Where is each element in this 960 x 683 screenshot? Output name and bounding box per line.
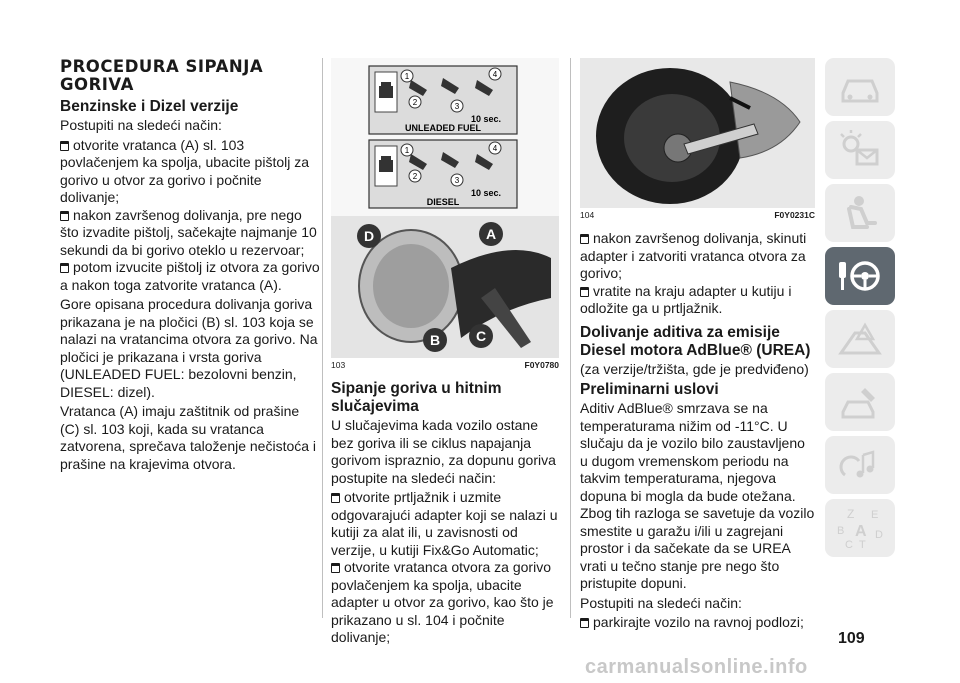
- bullet-icon: [331, 493, 340, 503]
- key-steering-wheel-icon: [835, 256, 885, 296]
- chapter-tab-multimedia[interactable]: [825, 436, 895, 494]
- svg-text:1: 1: [404, 146, 410, 155]
- column-2: [331, 58, 559, 647]
- svg-text:1: 1: [404, 72, 410, 81]
- airbag-seat-icon: [835, 193, 885, 233]
- marker-b: B: [429, 332, 441, 348]
- figure-caption: [580, 210, 815, 220]
- note-text: (za verzije/tržišta, gde je predviđeno): [580, 360, 809, 377]
- paragraph: Aditiv AdBlue® smrzava se na temperaturama nižim od -11°C. U slučaju da je vozilo bilo zaustavljeno u dugom vremenskom periodu na takvim temperaturama, njegova dopuna bi mogla da bude otežana. Zbog tih razloga se savetuje da vozilo smestite u garažu i/ili u zagrejani prostor i da sačekate da se UREA vrati u tečno stanje pre nego što pristupite dopuni.: [580, 400, 815, 591]
- bullet-icon: [60, 263, 69, 273]
- svg-text:3: 3: [454, 176, 460, 185]
- bullet-item: nakon završenog dolivanja, skinuti adapter i zatvoriti vratanca otvora za gorivo;: [580, 230, 807, 281]
- chapter-sidebar: [825, 58, 895, 562]
- music-navigation-icon: [835, 445, 885, 485]
- alphabet-index-icon: [833, 506, 887, 550]
- chapter-tab-index[interactable]: [825, 499, 895, 557]
- figure-104: [580, 58, 815, 208]
- paragraph: Gore opisana procedura dolivanja goriva prikazana je na pločici (B) sl. 103 koja se nalazi na vratancima otvora za gorivo. Na pločici je prikazana i vrsta goriva (UNLEADED FUEL: bezolovni benzin, DIESEL: dizel).: [60, 296, 318, 400]
- car-dashboard-icon: [835, 67, 885, 107]
- marker-d: D: [363, 228, 375, 244]
- svg-text:A: A: [855, 523, 867, 540]
- bullet-item: otvorite vratanca otvora za gorivo povlačenjem ka spolja, ubacite adapter u otvor za gorivo, kao što je prikazano u sl. 104 i počnite dolivanje;: [331, 559, 554, 645]
- fuel-pump-icon: [379, 156, 393, 172]
- column-1: [60, 58, 322, 475]
- bullet-item: parkirajte vozilo na ravnoj podlozi;: [580, 614, 815, 632]
- svg-text:2: 2: [412, 172, 418, 181]
- column-3: [580, 58, 815, 632]
- bullet-icon: [580, 287, 589, 297]
- bullet-icon: [60, 141, 69, 151]
- chapter-tab-maintenance[interactable]: [825, 373, 895, 431]
- chapter-tab-safety[interactable]: [825, 184, 895, 242]
- svg-text:Z: Z: [847, 507, 855, 521]
- svg-text:4: 4: [492, 70, 498, 79]
- fuel-door-illustration: [331, 58, 559, 358]
- fuel-pump-icon: [379, 82, 393, 98]
- page-number: 109: [838, 630, 865, 647]
- intro-text: U slučajevima kada vozilo ostane bez goriva ili se ciklus napajanja gorivom ispraznio, za dopunu goriva postupite na sledeći način:: [331, 417, 556, 486]
- chapter-tab-emergency[interactable]: [825, 310, 895, 368]
- watermark: carmanualsonline.info: [585, 656, 808, 678]
- section-subtitle: Benzinske i Dizel verzije: [60, 98, 239, 115]
- bullet-item: otvorite vratanca (A) sl. 103 povlačenjem ka spolja, ubacite pištolj za gorivo u otvor za gorivo i počnite dolivanje;: [60, 136, 310, 205]
- bullet-icon: [580, 234, 589, 244]
- chapter-tab-starting-driving[interactable]: [825, 247, 895, 305]
- wrench-car-icon: [835, 382, 885, 422]
- intro-text: Postupiti na sledeći način:: [580, 594, 742, 611]
- figure-number: 103: [331, 360, 346, 370]
- paragraph: Vratanca (A) imaju zaštitnik od prašine (C) sl. 103 koji, kada su vratanca zatvorena, sprečava taloženje nečistoća i prašine na krajevima otvora.: [60, 403, 317, 472]
- bullet-item: nakon završenog dolivanja, pre nego što izvadite pištolj, sačekajte najmanje 10 sekundi da bi gorivo oteklo u rezervoar;: [60, 206, 317, 258]
- svg-text:T: T: [859, 539, 866, 550]
- figure-caption: [331, 360, 559, 370]
- bullet-item: potom izvucite pištolj iz otvora za gorivo a nakon toga zatvorite vratanca (A).: [60, 259, 320, 293]
- svg-text:3: 3: [454, 102, 460, 111]
- section-title: PROCEDURA SIPANJA GORIVA: [60, 57, 264, 94]
- bullet-icon: [580, 618, 589, 628]
- figure-code: F0Y0780: [524, 360, 559, 370]
- diesel-label: DIESEL: [426, 197, 460, 207]
- subsection-heading: Preliminarni uslovi: [580, 381, 719, 398]
- column-divider-2: [570, 58, 571, 618]
- svg-text:2: 2: [412, 98, 418, 107]
- chapter-tab-warnings[interactable]: [825, 121, 895, 179]
- svg-text:10 sec.: 10 sec.: [471, 114, 502, 124]
- adapter-illustration: [580, 58, 815, 208]
- figure-code: F0Y0231C: [774, 210, 815, 220]
- bullet-icon: [60, 211, 69, 221]
- figure-103: [331, 58, 559, 358]
- bullet-icon: [331, 563, 340, 573]
- svg-text:D: D: [875, 529, 883, 541]
- svg-text:B: B: [837, 525, 845, 537]
- bullet-item: vratite na kraju adapter u kutiju i odložite ga u prtljažnik.: [580, 282, 792, 316]
- warning-light-mail-icon: [835, 130, 885, 170]
- intro-text: Postupiti na sledeći način:: [60, 117, 222, 133]
- figure-number: 104: [580, 210, 595, 220]
- marker-a: A: [485, 226, 497, 242]
- section-heading: Sipanje goriva u hitnim slučajevima: [331, 380, 502, 415]
- svg-text:10 sec.: 10 sec.: [471, 188, 502, 198]
- section-heading: Dolivanje aditiva za emisije Diesel motora AdBlue® (UREA): [580, 323, 811, 359]
- svg-text:4: 4: [492, 144, 498, 153]
- svg-text:C: C: [845, 539, 853, 550]
- marker-c: C: [475, 328, 487, 344]
- warning-road-icon: [835, 319, 885, 359]
- bullet-item: otvorite prtljažnik i uzmite odgovarajući adapter koji se nalazi u kutiji za alat ili, u zavisnosti od verzije, u kutiji Fix&Go Automatic;: [331, 489, 558, 558]
- chapter-tab-dashboard[interactable]: [825, 58, 895, 116]
- svg-text:E: E: [871, 509, 879, 521]
- unleaded-label: UNLEADED FUEL: [405, 123, 481, 133]
- column-divider-1: [322, 58, 323, 618]
